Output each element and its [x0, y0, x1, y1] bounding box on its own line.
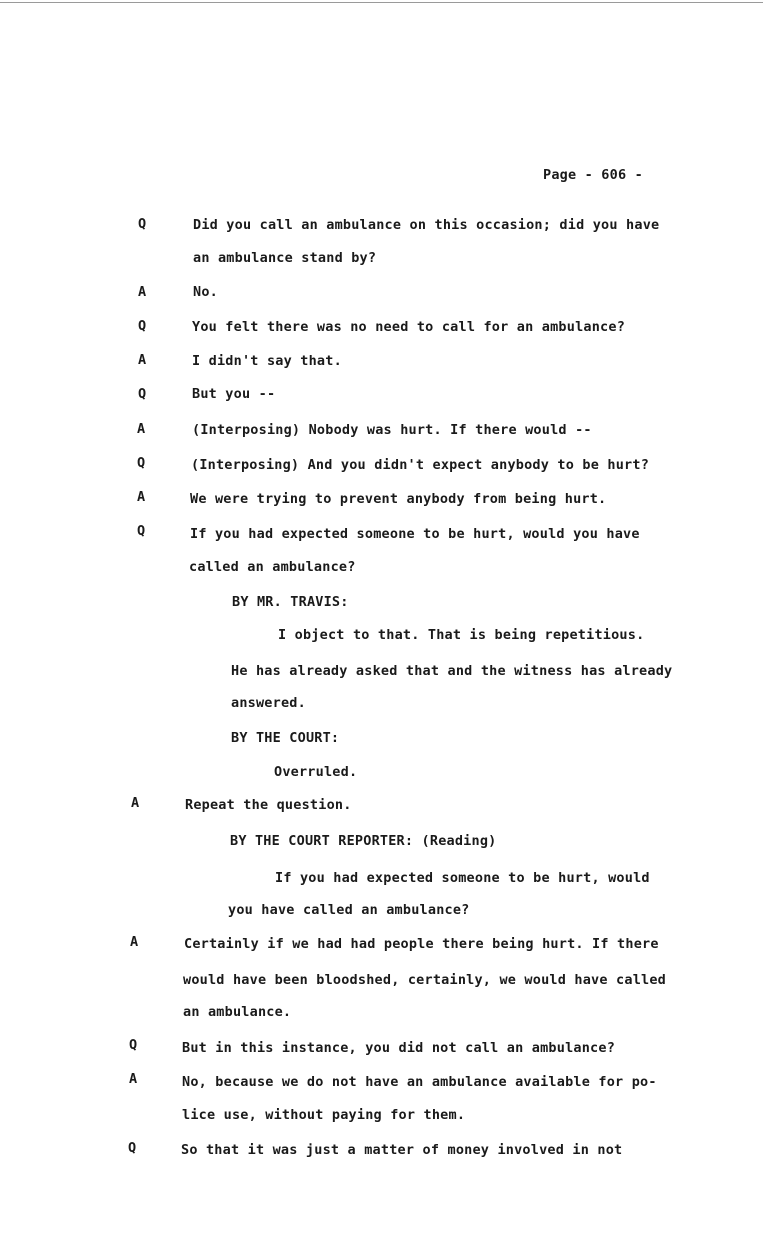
transcript-line: an ambulance stand by? — [193, 250, 377, 266]
speaker-tag: Q — [137, 455, 146, 471]
speaker-heading: BY MR. TRAVIS: — [232, 594, 349, 610]
speaker-tag: A — [138, 352, 147, 368]
transcript-line: (Interposing) Nobody was hurt. If there would -- — [192, 422, 592, 438]
transcript-line: you have called an ambulance? — [228, 902, 470, 918]
transcript-line: (Interposing) And you didn't expect anybody to be hurt? — [191, 457, 650, 473]
speaker-tag: A — [131, 795, 140, 811]
transcript-line: So that it was just a matter of money involved in not — [181, 1142, 623, 1158]
transcript-line: No. — [193, 284, 218, 300]
transcript-line: Did you call an ambulance on this occasion; did you have — [193, 217, 660, 233]
transcript-line: lice use, without paying for them. — [182, 1107, 466, 1123]
transcript-line: If you had expected someone to be hurt, would — [275, 870, 650, 886]
transcript-line: called an ambulance? — [189, 559, 356, 575]
transcript-line: Certainly if we had had people there being hurt. If there — [184, 936, 659, 952]
transcript-line: answered. — [231, 695, 306, 711]
transcript-line: No, because we do not have an ambulance available for po- — [182, 1074, 657, 1090]
transcript-line: We were trying to prevent anybody from being hurt. — [190, 491, 607, 507]
speaker-tag: Q — [128, 1140, 137, 1156]
transcript-line: would have been bloodshed, certainly, we would have called — [183, 972, 667, 988]
transcript-line: I object to that. That is being repetitious. — [278, 627, 645, 643]
speaker-tag: Q — [129, 1037, 138, 1053]
transcript-line: I didn't say that. — [192, 353, 342, 369]
speaker-tag: A — [129, 1071, 138, 1087]
speaker-tag: Q — [138, 216, 147, 232]
transcript-line: Repeat the question. — [185, 797, 352, 813]
transcript-line: But in this instance, you did not call an ambulance? — [182, 1040, 616, 1056]
page-number: Page - 606 - — [543, 167, 643, 183]
speaker-heading: BY THE COURT REPORTER: (Reading) — [230, 833, 497, 849]
speaker-tag: Q — [138, 386, 147, 402]
transcript-line: He has already asked that and the witness has already — [231, 663, 673, 679]
page-top-edge — [0, 2, 763, 3]
transcript-line: But you -- — [192, 386, 276, 402]
speaker-tag: A — [138, 284, 147, 300]
transcript-line: Overruled. — [274, 764, 358, 780]
speaker-tag: Q — [137, 523, 146, 539]
transcript-line: If you had expected someone to be hurt, would you have — [190, 526, 640, 542]
speaker-tag: Q — [138, 318, 147, 334]
speaker-heading: BY THE COURT: — [231, 730, 340, 746]
transcript-line: an ambulance. — [183, 1004, 292, 1020]
speaker-tag: A — [137, 421, 146, 437]
transcript-line: You felt there was no need to call for an ambulance? — [192, 319, 626, 335]
speaker-tag: A — [130, 934, 139, 950]
speaker-tag: A — [137, 489, 146, 505]
